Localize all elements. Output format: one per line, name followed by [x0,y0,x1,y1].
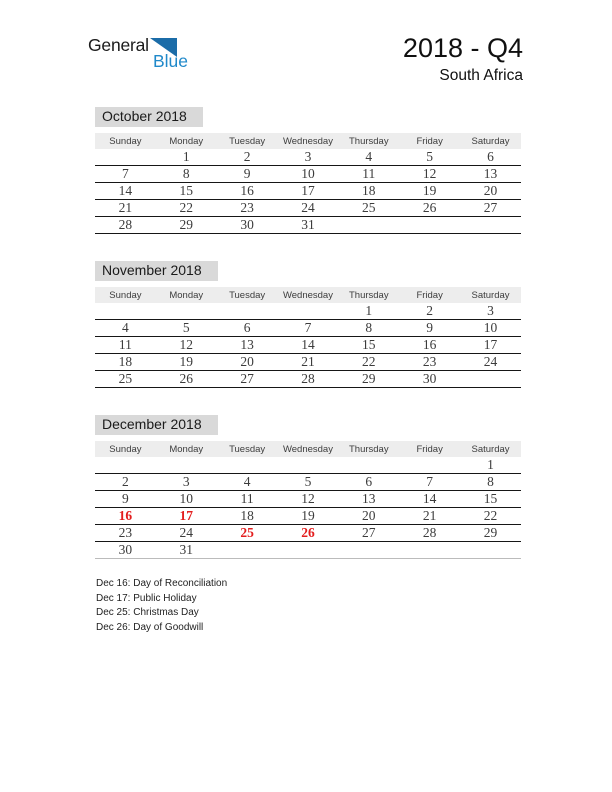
day-cell: 11 [338,166,399,183]
page-title: 2018 - Q4 [402,33,523,63]
weekday-header: Tuesday [217,133,278,149]
holiday-note: Dec 25: Christmas Day [96,607,199,618]
month-november [95,261,521,388]
week-row [95,508,521,525]
month-title: November 2018 [95,261,218,281]
week-row [95,166,521,183]
day-cell [156,303,217,320]
day-cell: 7 [399,474,460,491]
day-cell [156,457,217,474]
day-cell: 10 [460,320,521,337]
day-cell: 16 [399,337,460,354]
day-cell: 4 [338,149,399,166]
day-cell: 5 [156,320,217,337]
week-row [95,337,521,354]
day-cell: 9 [217,166,278,183]
day-cell [338,217,399,234]
day-cell [217,542,278,559]
day-cell: 30 [399,371,460,388]
day-cell [95,457,156,474]
day-cell: 29 [156,217,217,234]
day-cell: 29 [460,525,521,542]
day-cell: 11 [217,491,278,508]
day-cell [338,542,399,559]
day-cell: 16 [217,183,278,200]
weekday-header-row [95,133,521,149]
day-cell [460,217,521,234]
day-cell [399,542,460,559]
week-row [95,491,521,508]
day-cell: 14 [278,337,339,354]
logo-text-blue: Blue [152,51,188,71]
day-cell: 3 [278,149,339,166]
day-cell: 13 [217,337,278,354]
day-cell: 7 [278,320,339,337]
day-cell: 2 [217,149,278,166]
weekday-header: Monday [156,441,217,457]
day-cell: 7 [95,166,156,183]
week-row [95,149,521,166]
day-cell: 31 [278,217,339,234]
day-cell: 30 [217,217,278,234]
day-cell: 30 [95,542,156,559]
day-cell: 23 [399,354,460,371]
week-row [95,183,521,200]
month-title: October 2018 [95,107,203,127]
day-cell: 2 [399,303,460,320]
day-cell: 28 [399,525,460,542]
day-cell [278,457,339,474]
day-cell: 6 [460,149,521,166]
weekday-header-row [95,287,521,303]
week-row [95,303,521,320]
month-table [95,441,521,559]
day-cell: 1 [338,303,399,320]
weekday-header: Monday [156,133,217,149]
day-cell: 19 [156,354,217,371]
holiday-note: Dec 17: Public Holiday [96,592,197,604]
holiday-day-cell: 17 [156,508,217,525]
day-cell: 23 [95,525,156,542]
day-cell: 10 [278,166,339,183]
day-cell: 17 [460,337,521,354]
weekday-header: Wednesday [278,441,339,457]
day-cell: 10 [156,491,217,508]
weekday-header-row [95,441,521,457]
holiday-day-cell: 16 [95,508,156,525]
weekday-header: Saturday [460,287,521,303]
weekday-header: Wednesday [278,287,339,303]
week-row [95,217,521,234]
day-cell: 9 [399,320,460,337]
month-table [95,133,521,234]
day-cell: 25 [95,371,156,388]
day-cell: 5 [399,149,460,166]
day-cell: 27 [338,525,399,542]
day-cell [338,457,399,474]
day-cell: 18 [217,508,278,525]
logo-text-general: General [88,35,149,55]
title-block [403,33,523,85]
day-cell: 1 [156,149,217,166]
weekday-header: Thursday [338,287,399,303]
holiday-footnotes [96,577,521,635]
week-row [95,354,521,371]
day-cell: 1 [460,457,521,474]
day-cell: 21 [278,354,339,371]
logo [88,37,188,71]
week-row [95,200,521,217]
day-cell: 31 [156,542,217,559]
day-cell: 4 [95,320,156,337]
day-cell: 26 [399,200,460,217]
month-title: December 2018 [95,415,218,435]
day-cell: 2 [95,474,156,491]
day-cell [278,303,339,320]
day-cell: 23 [217,200,278,217]
day-cell: 24 [460,354,521,371]
day-cell: 13 [460,166,521,183]
day-cell [217,303,278,320]
day-cell: 12 [278,491,339,508]
day-cell: 15 [460,491,521,508]
day-cell: 3 [156,474,217,491]
day-cell: 27 [460,200,521,217]
weekday-header: Thursday [338,133,399,149]
day-cell: 26 [156,371,217,388]
month-october [95,107,521,234]
day-cell [399,457,460,474]
day-cell: 4 [217,474,278,491]
day-cell: 12 [399,166,460,183]
day-cell: 12 [156,337,217,354]
day-cell: 25 [338,200,399,217]
day-cell [95,303,156,320]
day-cell: 8 [156,166,217,183]
page-subtitle: South Africa [439,67,523,85]
day-cell [399,217,460,234]
holiday-note: Dec 26: Day of Goodwill [96,621,204,633]
calendar-content [95,107,521,635]
weekday-header: Thursday [338,441,399,457]
day-cell: 20 [217,354,278,371]
week-row [95,542,521,559]
day-cell: 14 [399,491,460,508]
week-row [95,457,521,474]
holiday-day-cell: 25 [217,525,278,542]
day-cell: 20 [460,183,521,200]
day-cell [217,457,278,474]
day-cell: 29 [338,371,399,388]
weekday-header: Saturday [460,441,521,457]
day-cell: 24 [156,525,217,542]
weekday-header: Wednesday [278,133,339,149]
month-table [95,287,521,388]
weekday-header: Sunday [95,441,156,457]
day-cell: 9 [95,491,156,508]
day-cell: 19 [278,508,339,525]
week-row [95,371,521,388]
day-cell: 11 [95,337,156,354]
weekday-header: Tuesday [217,287,278,303]
day-cell: 3 [460,303,521,320]
day-cell: 6 [217,320,278,337]
day-cell [460,371,521,388]
day-cell: 18 [95,354,156,371]
weekday-header: Friday [399,441,460,457]
day-cell: 22 [338,354,399,371]
weekday-header: Monday [156,287,217,303]
day-cell [460,542,521,559]
week-row [95,474,521,491]
week-row [95,320,521,337]
day-cell: 22 [460,508,521,525]
day-cell: 28 [95,217,156,234]
month-december [95,415,521,559]
day-cell: 21 [95,200,156,217]
day-cell: 28 [278,371,339,388]
weekday-header: Tuesday [217,441,278,457]
weekday-header: Sunday [95,287,156,303]
holiday-note: Dec 16: Day of Reconciliation [96,578,228,589]
day-cell: 13 [338,491,399,508]
day-cell: 15 [338,337,399,354]
day-cell: 27 [217,371,278,388]
day-cell: 15 [156,183,217,200]
weekday-header: Friday [399,133,460,149]
weekday-header: Sunday [95,133,156,149]
day-cell: 20 [338,508,399,525]
day-cell: 18 [338,183,399,200]
weekday-header: Saturday [460,133,521,149]
day-cell: 22 [156,200,217,217]
day-cell: 14 [95,183,156,200]
holiday-day-cell: 26 [278,525,339,542]
day-cell: 8 [338,320,399,337]
day-cell: 21 [399,508,460,525]
day-cell: 24 [278,200,339,217]
day-cell: 5 [278,474,339,491]
weekday-header: Friday [399,287,460,303]
day-cell [95,149,156,166]
day-cell [278,542,339,559]
day-cell: 17 [278,183,339,200]
day-cell: 8 [460,474,521,491]
day-cell: 19 [399,183,460,200]
week-row [95,525,521,542]
day-cell: 6 [338,474,399,491]
